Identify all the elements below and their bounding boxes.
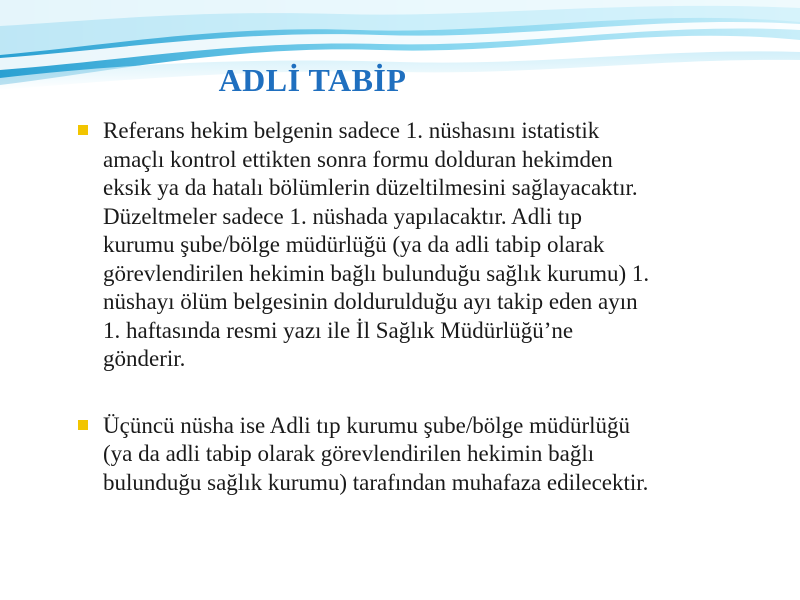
bullet-item bbox=[78, 412, 778, 498]
square-bullet-icon bbox=[78, 420, 88, 430]
slide-title: ADLİ TABİP bbox=[218, 62, 407, 98]
bullet-line: Düzeltmeler sadece 1. nüshada yapılacaktır. Adli tıp bbox=[103, 203, 583, 229]
square-bullet-icon bbox=[78, 125, 88, 135]
bullet-line: (ya da adli tabip olarak görevlendirilen hekimin bağlı bbox=[103, 441, 595, 466]
bullet-line: Üçüncü nüsha ise Adli tıp kurumu şube/bölge müdürlüğü bbox=[103, 412, 631, 438]
bullet-line: 1. haftasında resmi yazı ile İl Sağlık Müdürlüğü’ne bbox=[103, 317, 574, 343]
bullet-line: amaçlı kontrol ettikten sonra formu dolduran hekimden bbox=[103, 146, 613, 172]
bullet-line: nüshayı ölüm belgesinin doldurulduğu ayı takip eden ayın bbox=[103, 289, 638, 314]
bullet-line: gönderir. bbox=[103, 346, 186, 371]
bullet-item bbox=[78, 117, 778, 374]
bullet-line: eksik ya da hatalı bölümlerin düzeltilmesini sağlayacaktır. bbox=[103, 175, 638, 200]
bullet-line: bulunduğu sağlık kurumu) tarafından muhafaza edilecektir. bbox=[103, 469, 649, 495]
bullet-list bbox=[78, 117, 778, 497]
bullet-line: Referans hekim belgenin sadece 1. nüshasını istatistik bbox=[103, 118, 600, 143]
bullet-line: kurumu şube/bölge müdürlüğü (ya da adli tabip olarak bbox=[103, 232, 605, 257]
bullet-line: görevlendirilen hekimin bağlı bulunduğu sağlık kurumu) 1. bbox=[103, 260, 650, 286]
